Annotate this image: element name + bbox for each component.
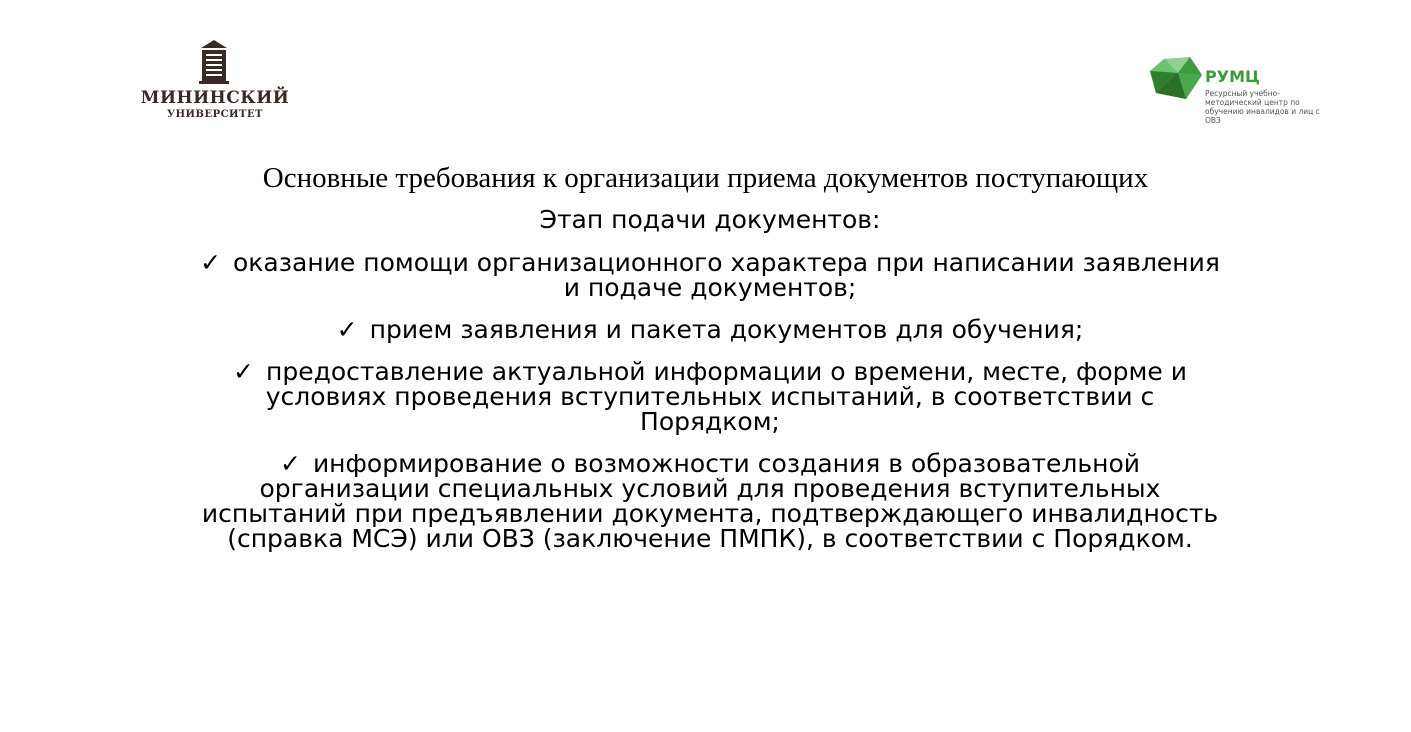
checkmark-icon: ✓ xyxy=(200,248,222,277)
list-item-text: прием заявления и пакета документов для обучения; xyxy=(369,315,1084,344)
checkmark-icon: ✓ xyxy=(336,315,358,344)
stage-heading: Этап подачи документов: xyxy=(539,205,881,234)
list-item xyxy=(200,451,1220,551)
list-item-text: информирование о возможности создания в образовательной организации специальных условий для проведения вступительных испытаний при предъявлении документа, подтверждающего инвалидность (справка МСЭ) или ОВЗ (заключение ПМПК), в соответствии с Порядком. xyxy=(201,449,1219,553)
list-item-text: предоставление актуальной информации о времени, месте, форме и условиях проведения вступительных испытаний, в соответствии с Порядком; xyxy=(265,357,1187,436)
slide-title: Основные требования к организации приема документов поступающих xyxy=(262,162,1149,194)
minin-university-logo xyxy=(140,40,290,120)
university-sub: УНИВЕРСИТЕТ xyxy=(166,109,264,120)
university-name: МИНИНСКИЙ xyxy=(140,88,290,108)
list-item xyxy=(200,317,1220,342)
checkmark-icon: ✓ xyxy=(233,357,254,386)
rumc-description: Ресурсный учебно-методический центр по обучению инвалидов и лиц с ОВЗ xyxy=(1205,89,1320,125)
building-icon xyxy=(197,40,231,84)
slide-content xyxy=(200,204,1220,568)
list-item xyxy=(200,359,1220,434)
requirements-list xyxy=(200,250,1220,551)
rumc-logo xyxy=(1150,55,1320,135)
green-gem-icon xyxy=(1150,57,1202,99)
checkmark-icon: ✓ xyxy=(279,449,301,478)
list-item-text: оказание помощи организационного характера при написании заявления и подаче документов; xyxy=(233,248,1220,302)
rumc-abbr: РУМЦ xyxy=(1205,67,1260,86)
list-item xyxy=(200,250,1220,300)
